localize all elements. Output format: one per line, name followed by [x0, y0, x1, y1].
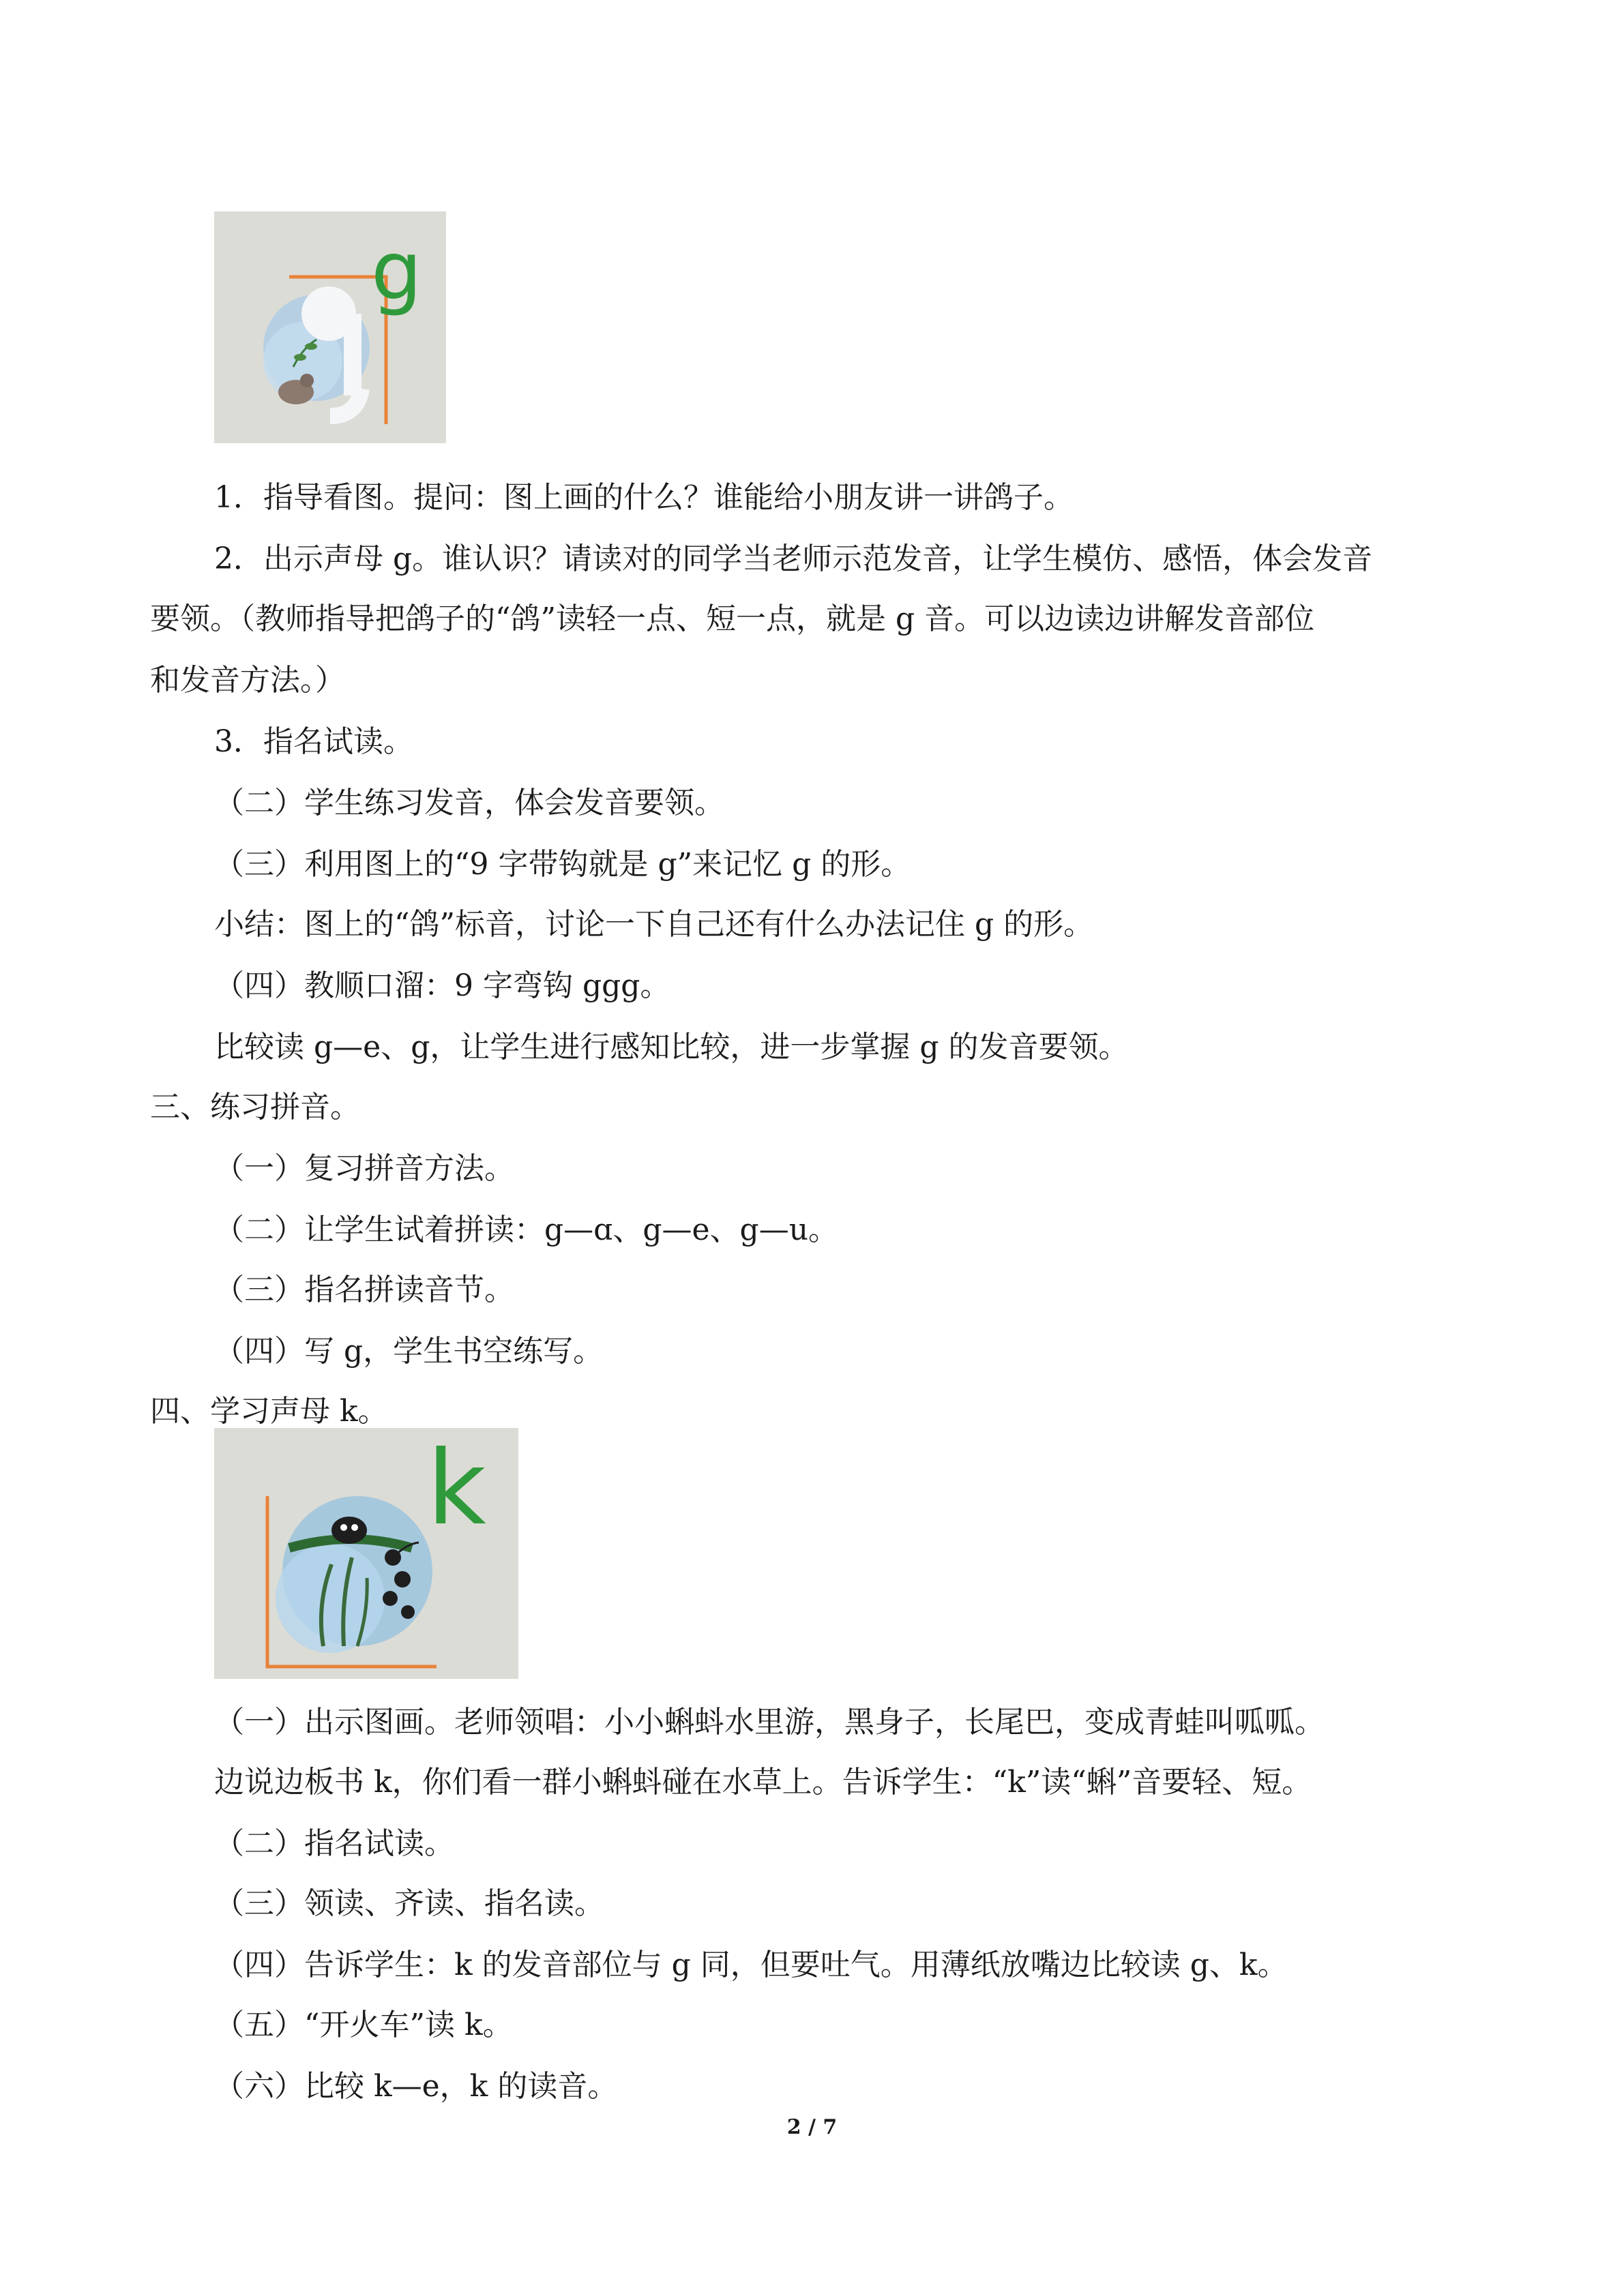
- text-line: （三）指名拼读音节。: [214, 1272, 514, 1307]
- text-line: （一）复习拼音方法。: [214, 1151, 514, 1186]
- illustration-k: [214, 1428, 518, 1679]
- card-letter-g: g: [371, 224, 422, 318]
- card-letter-k: k: [427, 1429, 486, 1548]
- text-line: （三）领读、齐读、指名读。: [214, 1886, 604, 1921]
- section-heading: 三、练习拼音。: [150, 1090, 360, 1124]
- text-line: 要领。（教师指导把鸽子的“鸽”读轻一点、短一点，就是 g 音。可以边读边讲解发音部位: [150, 601, 1315, 636]
- text-line: （二）学生练习发音，体会发音要领。: [214, 786, 724, 820]
- page-number: 2 / 7: [786, 2115, 838, 2139]
- text-line: 2．出示声母 g。谁认识？请读对的同学当老师示范发音，让学生模仿、感悟，体会发音: [214, 541, 1373, 576]
- text-line: （三）利用图上的“9 字带钩就是 g”来记忆 g 的形。: [214, 847, 911, 882]
- text-line: 边说边板书 k，你们看一群小蝌蚪碰在水草上。告诉学生：“k”读“蝌”音要轻、短。: [214, 1765, 1312, 1800]
- text-line: 小结：图上的“鸽”标音，讨论一下自己还有什么办法记住 g 的形。: [214, 907, 1094, 942]
- text-line: 和发音方法。）: [150, 663, 345, 698]
- text-line: （二）指名试读。: [214, 1826, 454, 1861]
- text-line: （二）让学生试着拼读：g—ɑ、g—e、g—u。: [214, 1212, 839, 1247]
- text-line: （四）教顺口溜：9 字弯钩 ggg。: [214, 968, 670, 1003]
- text-line: （四）告诉学生：k 的发音部位与 g 同，但要吐气。用薄纸放嘴边比较读 g、k。: [214, 1948, 1288, 1982]
- text-line: 比较读 g—e、g，让学生进行感知比较，进一步掌握 g 的发音要领。: [214, 1030, 1129, 1064]
- text-line: （一）出示图画。老师领唱：小小蝌蚪水里游，黑身子，长尾巴，变成青蛙叫呱呱。: [214, 1705, 1325, 1740]
- text-line: 3．指名试读。: [214, 724, 413, 759]
- illustration-g: [214, 211, 446, 443]
- text-line: （四）写 g，学生书空练写。: [214, 1334, 604, 1369]
- text-line: 1．指导看图。提问：图上画的什么？谁能给小朋友讲一讲鸽子。: [214, 480, 1074, 515]
- section-heading: 四、学习声母 k。: [150, 1394, 388, 1429]
- text-line: （五）“开火车”读 k。: [214, 2008, 513, 2042]
- text-line: （六）比较 k—e，k 的读音。: [214, 2069, 618, 2104]
